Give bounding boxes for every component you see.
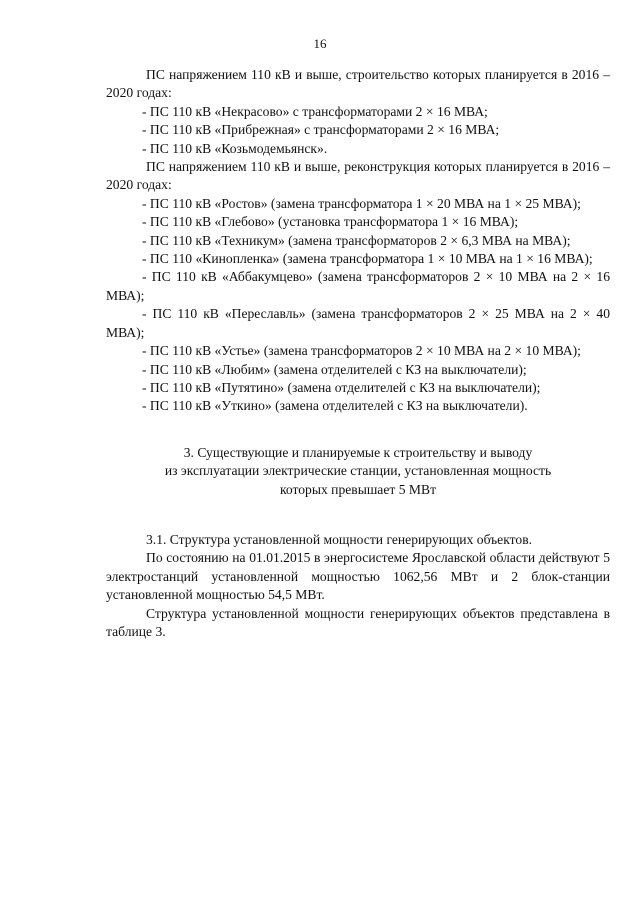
section-heading-line: 3. Существующие и планируемые к строительству и выводу bbox=[183, 444, 533, 460]
new-substations-intro: ПС напряжением 110 кВ и выше, строительство которых планируется в 2016 – 2020 годах: bbox=[106, 67, 610, 101]
paragraph: Структура установленной мощности генерирующих объектов представлена в таблице 3. bbox=[106, 605, 610, 639]
section-heading-line: из эксплуатации электрические станции, установленная мощность bbox=[164, 463, 552, 479]
list-item: - ПС 110 кВ «Путятино» (замена отделителей с КЗ на выключатели); bbox=[142, 379, 541, 395]
page-number: 16 bbox=[313, 36, 327, 51]
list-item: - ПС 110 кВ «Некрасово» с трансформаторами 2 × 16 МВА; bbox=[142, 103, 488, 119]
list-item: - ПС 110 кВ «Ростов» (замена трансформатора 1 × 20 МВА на 1 × 25 МВА); bbox=[142, 195, 581, 211]
list-item: - ПС 110 кВ «Аббакумцево» (замена трансформаторов 2 × 10 МВА на 2 × 16 МВА); bbox=[106, 269, 610, 303]
list-item: - ПС 110 кВ «Козьмодемьянск». bbox=[142, 140, 328, 156]
list-item: - ПС 110 «Кинопленка» (замена трансформатора 1 × 10 МВА на 1 × 16 МВА); bbox=[142, 251, 593, 267]
list-item: - ПС 110 кВ «Уткино» (замена отделителей с КЗ на выключатели). bbox=[142, 398, 528, 414]
list-item: - ПС 110 кВ «Устье» (замена трансформаторов 2 × 10 МВА на 2 × 10 МВА); bbox=[142, 343, 581, 359]
list-item: - ПС 110 кВ «Техникум» (замена трансформаторов 2 × 6,3 МВА на МВА); bbox=[142, 232, 571, 248]
section-heading-line: которых превышает 5 МВт bbox=[279, 481, 437, 497]
document-body bbox=[106, 66, 610, 641]
list-item: - ПС 110 кВ «Любим» (замена отделителей с КЗ на выключатели); bbox=[142, 361, 527, 377]
reconstruction-intro: ПС напряжением 110 кВ и выше, реконструкция которых планируется в 2016 – 2020 годах: bbox=[106, 159, 610, 193]
subsection-title: 3.1. Структура установленной мощности генерирующих объектов. bbox=[146, 531, 533, 547]
section-heading bbox=[106, 444, 610, 499]
list-item: - ПС 110 кВ «Переславль» (замена трансформаторов 2 × 25 МВА на 2 × 40 МВА); bbox=[106, 306, 610, 340]
paragraph: По состоянию на 01.01.2015 в энергосистеме Ярославской области действуют 5 электростанций установленной мощностью 1062,56 МВт и 2 блок-станции установленной мощностью 54,5 МВт. bbox=[106, 550, 610, 603]
list-item: - ПС 110 кВ «Прибрежная» с трансформаторами 2 × 16 МВА; bbox=[142, 122, 500, 138]
list-item: - ПС 110 кВ «Глебово» (установка трансформатора 1 × 16 МВА); bbox=[142, 214, 519, 230]
